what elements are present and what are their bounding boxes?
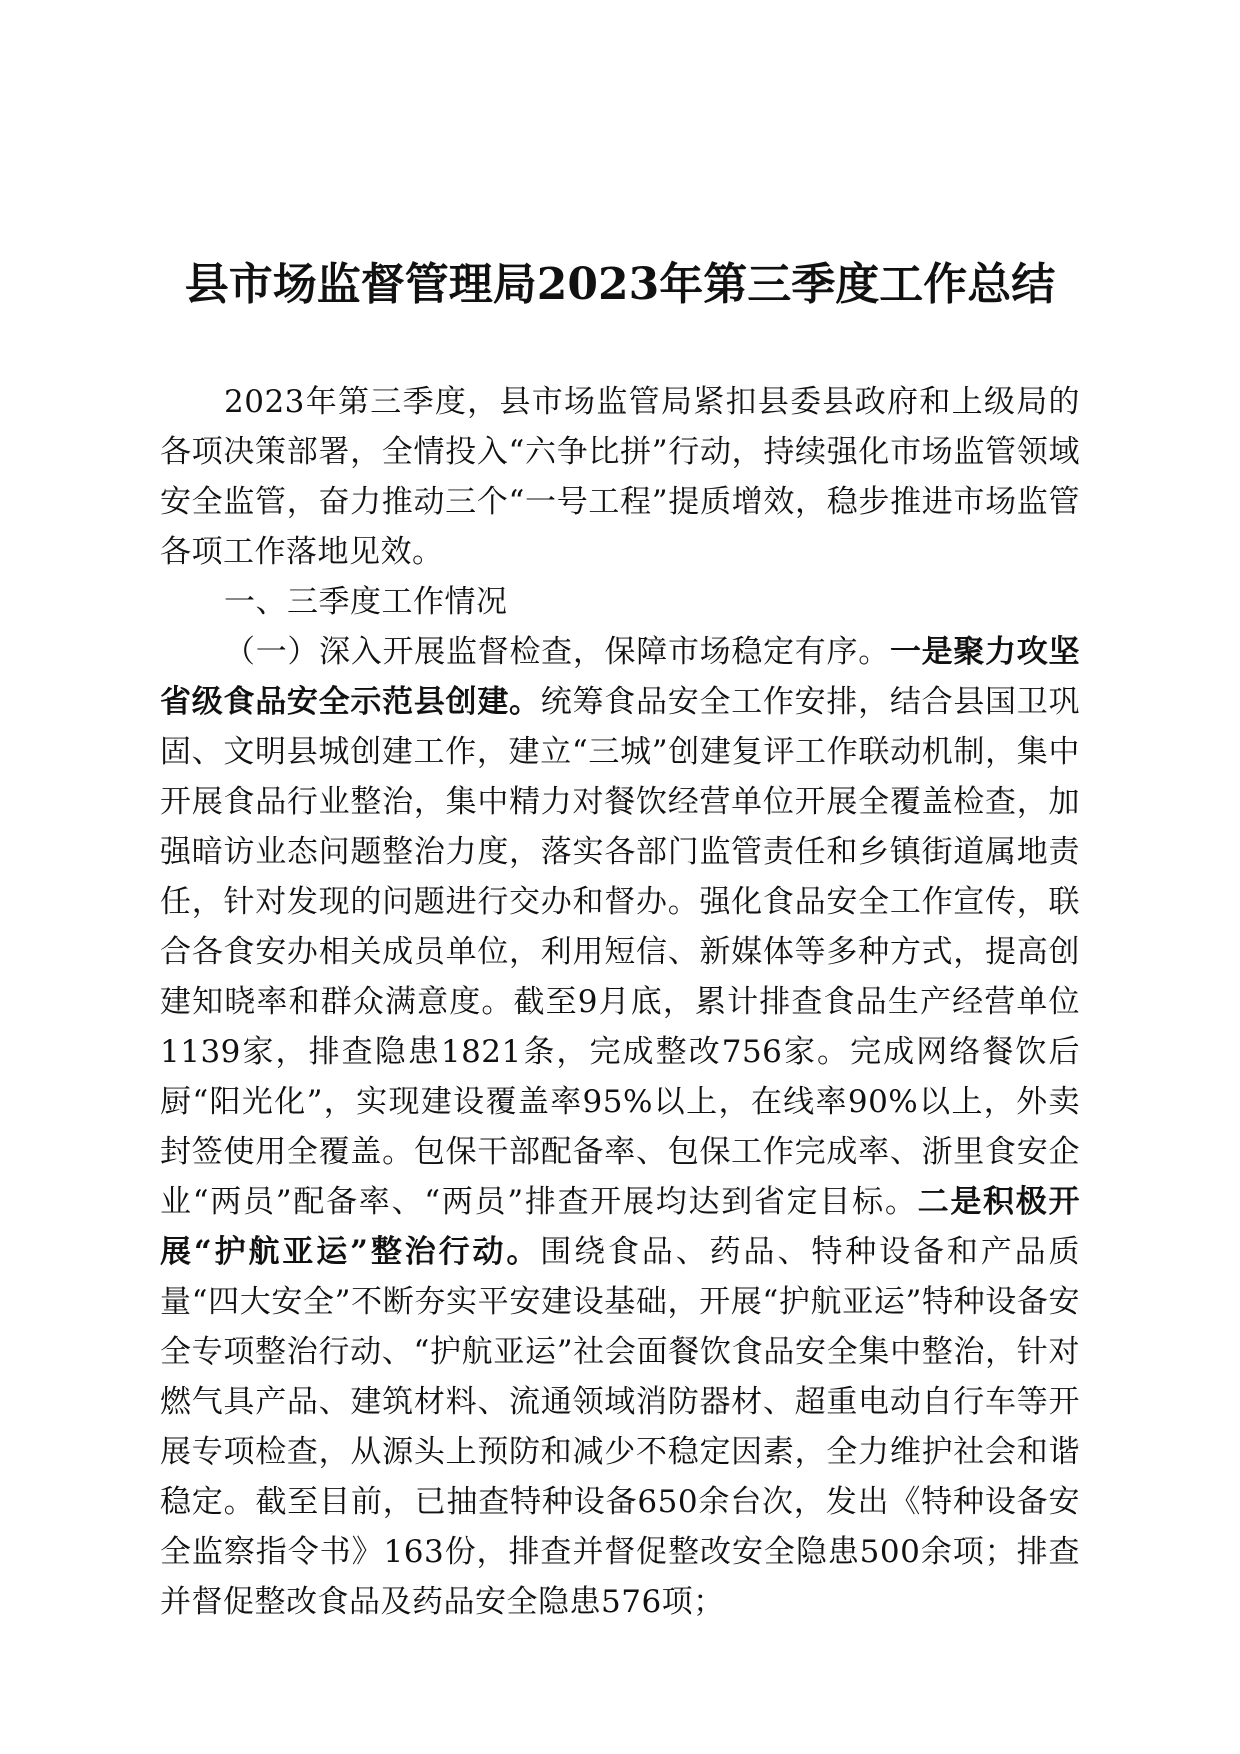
point-one-text: 统筹食品安全工作安排，结合县国卫巩固、文明县城创建工作，建立“三城”创建复评工作联动机制，集中开展食品行业整治，集中精力对餐饮经营单位开展全覆盖检查，加强暗访业态问题整治力度，落实各部门监管责任和乡镇街道属地责任，针对发现的问题进行交办和督办。强化食品安全工作宣传，联合各食安办相关成员单位，利用短信、新媒体等多种方式，提高创建知晓率和群众满意度。截至9月底，累计排查食品生产经营单位1139家，排查隐患1821条，完成整改756家。完成网络餐饮后厨“阳光化”，实现建设覆盖率95%以上，在线率90%以上，外卖封签使用全覆盖。包保干部配备率、包保工作完成率、浙里食安企业“两员”配备率、“两员”排查开展均达到省定目标。: [160, 684, 1081, 1220]
point-one-title: 一是聚力攻坚省级食品安全示范县创建。: [160, 634, 1081, 720]
subsection-lead: （一）深入开展监督检查，保障市场稳定有序。: [224, 634, 890, 670]
section-heading: 一、三季度工作情况: [224, 584, 508, 620]
point-two-title: 二是积极开展“护航亚运”整治行动。: [160, 1184, 1081, 1270]
point-two-text: 围绕食品、药品、特种设备和产品质量“四大安全”不断夯实平安建设基础，开展“护航亚运”特种设备安全专项整治行动、“护航亚运”社会面餐饮食品安全集中整治，针对燃气具产品、建筑材料、流通领域消防器材、超重电动自行车等开展专项检查，从源头上预防和减少不稳定因素，全力维护社会和谐稳定。截至目前，已抽查特种设备650余台次，发出《特种设备安全监察指令书》163份，排查并督促整改安全隐患500余项；排查并督促整改食品及药品安全隐患576项；: [160, 1234, 1081, 1620]
document-body: [160, 377, 1080, 1627]
subsection-paragraph: [160, 627, 1080, 1627]
intro-paragraph: 2023年第三季度，县市场监管局紧扣县委县政府和上级局的各项决策部署，全情投入“六争比拼”行动，持续强化市场监管领域安全监管，奋力推动三个“一号工程”提质增效，稳步推进市场监管各项工作落地见效。: [160, 384, 1080, 570]
document-title: 县市场监督管理局2023年第三季度工作总结: [184, 259, 1056, 310]
